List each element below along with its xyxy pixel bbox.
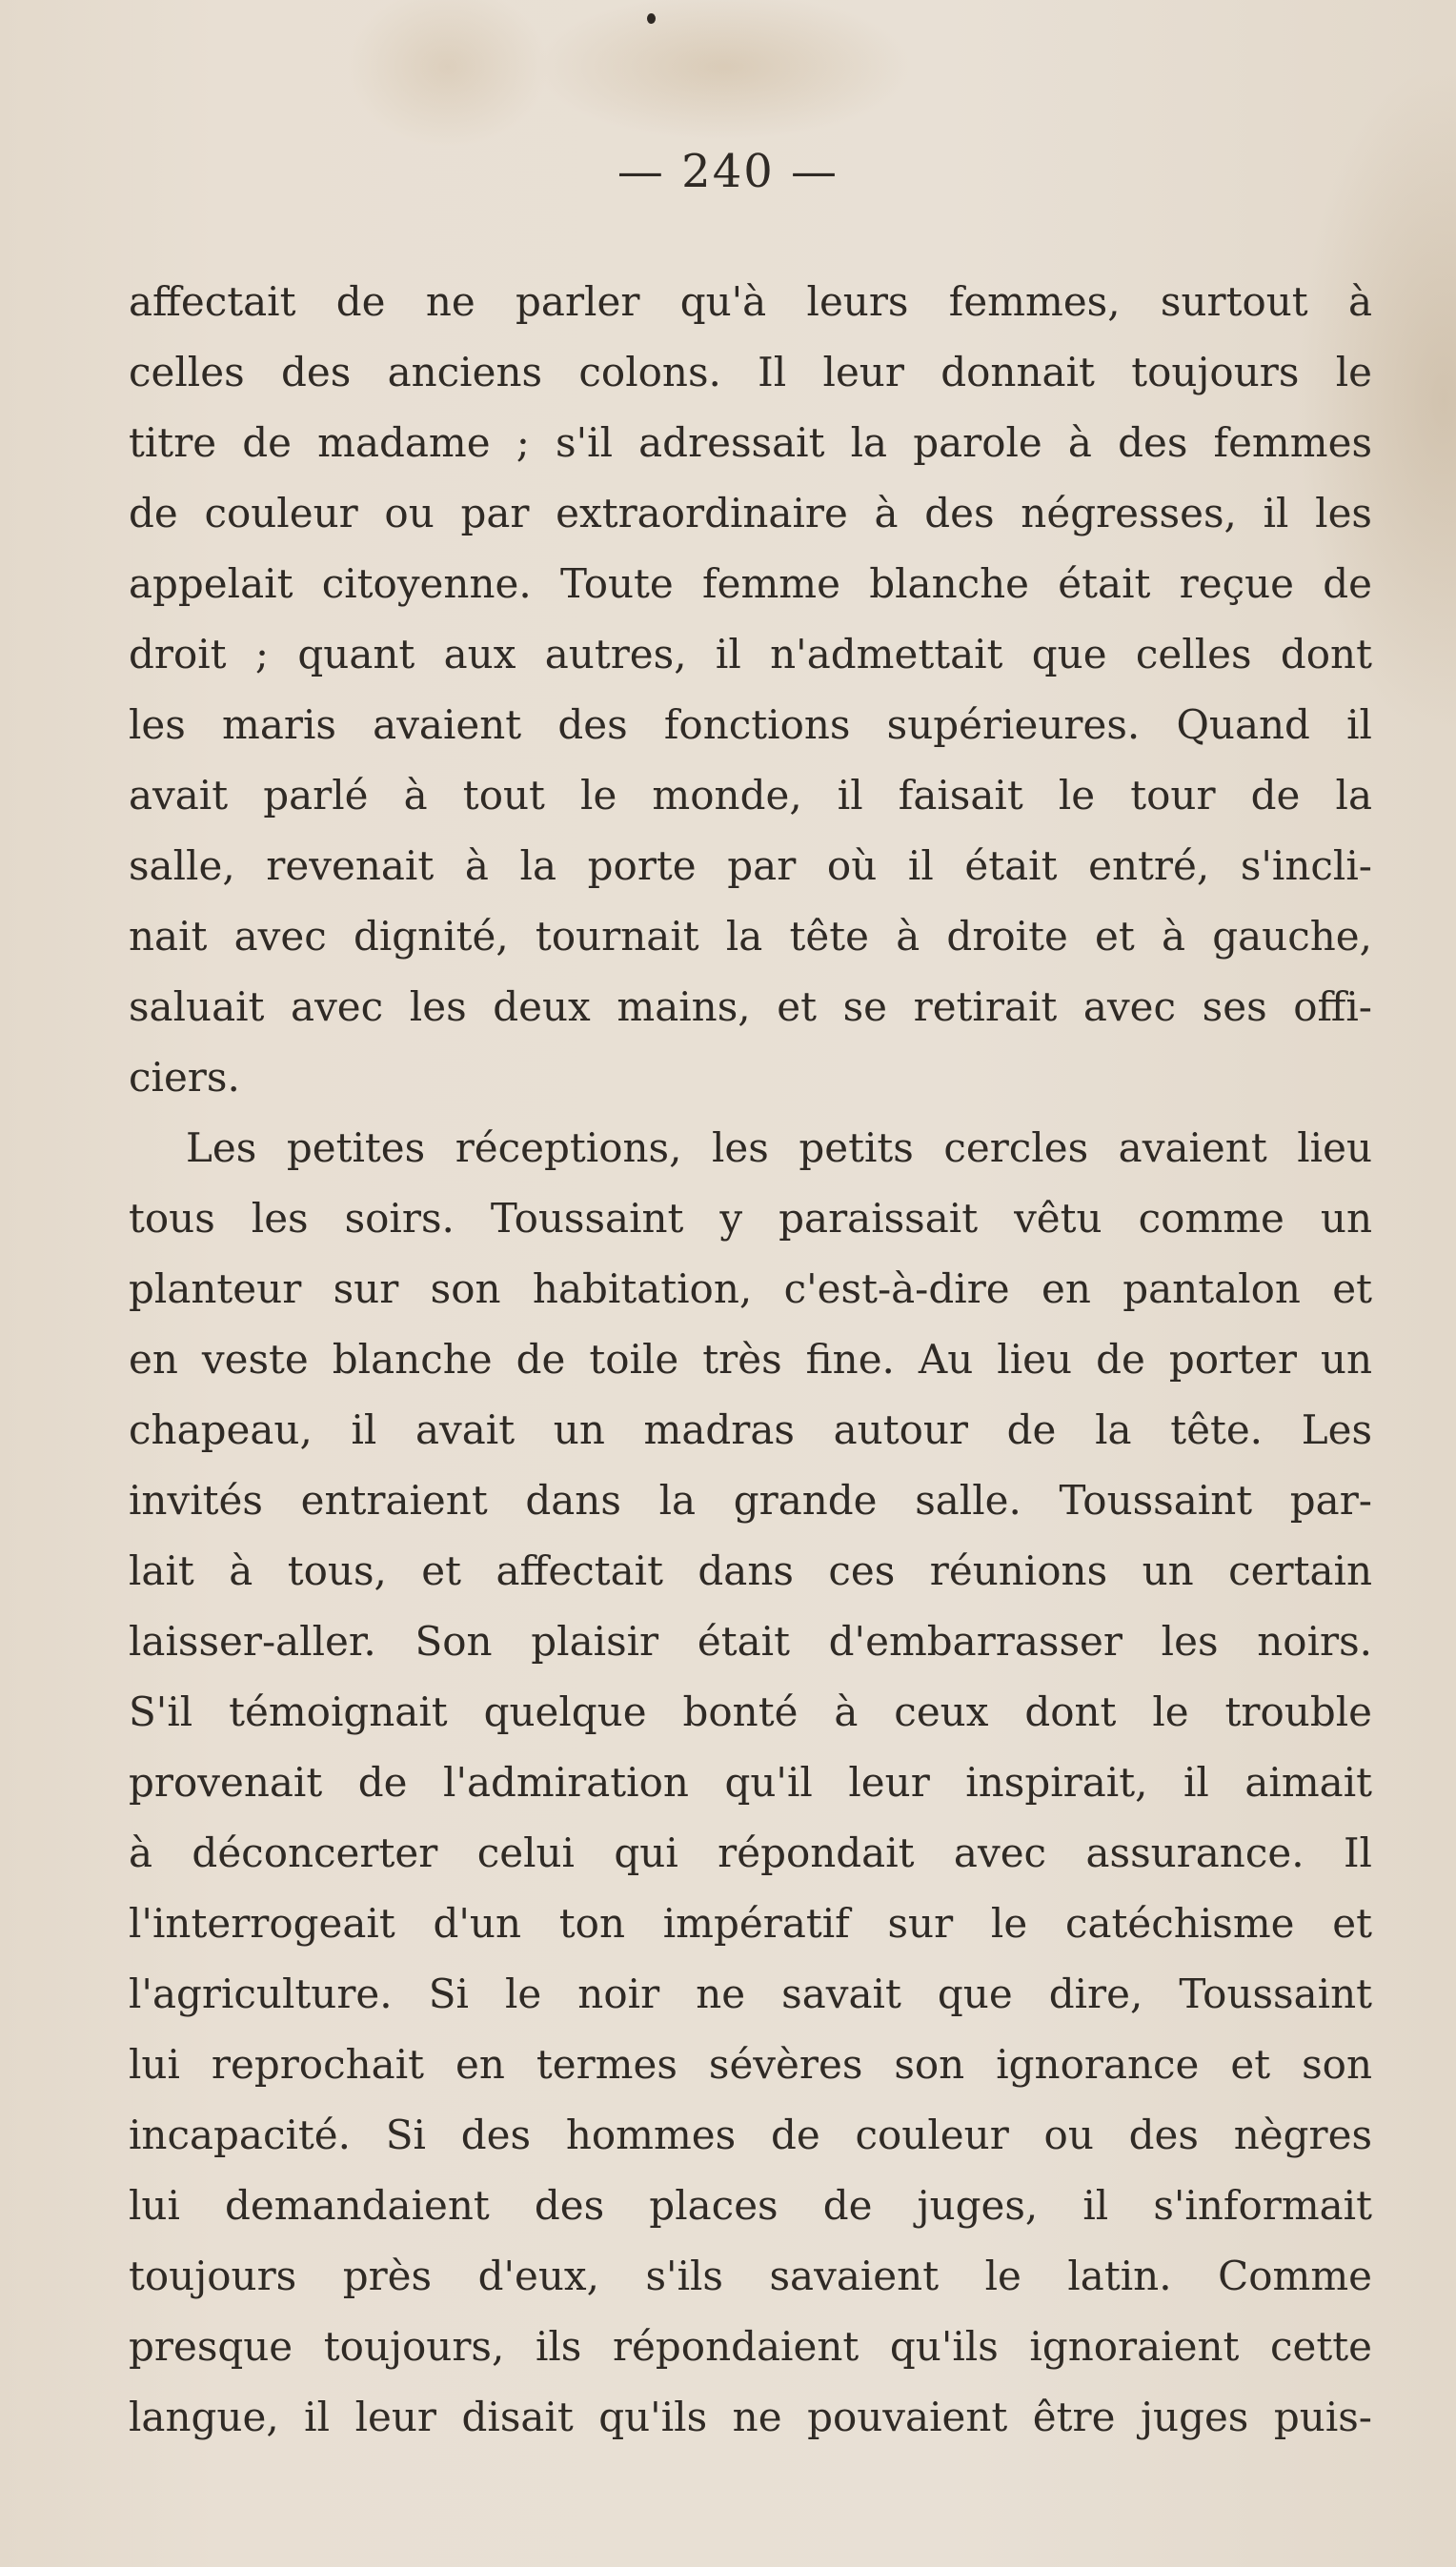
text-line: presque toujours, ils répondaient qu'ils ignoraient cette: [129, 2323, 1372, 2370]
text-line: provenait de l'admiration qu'il leur inspirait, il aimait: [129, 1759, 1372, 1806]
text-line: ciers.: [129, 1054, 240, 1101]
text-line: l'agriculture. Si le noir ne savait que dire, Toussaint: [129, 1971, 1372, 2017]
text-line: tous les soirs. Toussaint y paraissait vêtu comme un: [129, 1195, 1372, 1242]
text-line: lait à tous, et affectait dans ces réunions un certain: [129, 1547, 1372, 1594]
text-line: en veste blanche de toile très fine. Au lieu de porter un: [129, 1336, 1372, 1383]
text-line: celles des anciens colons. Il leur donnait toujours le: [129, 349, 1372, 395]
text-line: avait parlé à tout le monde, il faisait le tour de la: [129, 772, 1372, 819]
text-line: salle, revenait à la porte par où il était entré, s'incli-: [129, 842, 1372, 889]
text-line: titre de madame ; s'il adressait la parole à des femmes: [129, 419, 1372, 466]
text-line: saluait avec les deux mains, et se retirait avec ses offi-: [129, 983, 1372, 1030]
text-line: appelait citoyenne. Toute femme blanche était reçue de: [129, 560, 1372, 607]
text-line: lui demandaient des places de juges, il s'informait: [129, 2182, 1372, 2229]
text-line: S'il témoignait quelque bonté à ceux dont le trouble: [129, 1688, 1372, 1735]
text-line: langue, il leur disait qu'ils ne pouvaient être juges puis-: [129, 2394, 1372, 2440]
text-line: l'interrogeait d'un ton impératif sur le catéchisme et: [129, 1900, 1372, 1947]
text-line: toujours près d'eux, s'ils savaient le latin. Comme: [129, 2253, 1372, 2299]
text-line: droit ; quant aux autres, il n'admettait que celles dont: [129, 631, 1372, 677]
text-line: planteur sur son habitation, c'est-à-dire en pantalon et: [129, 1265, 1372, 1312]
text-line: à déconcerter celui qui répondait avec assurance. Il: [129, 1829, 1372, 1876]
text-line: incapacité. Si des hommes de couleur ou des nègres: [129, 2112, 1372, 2158]
paragraph-2: [129, 1113, 1372, 2453]
text-line: lui reprochait en termes sévères son ignorance et son: [129, 2041, 1372, 2088]
text-line: chapeau, il avait un madras autour de la tête. Les: [129, 1406, 1372, 1453]
text-line: de couleur ou par extraordinaire à des négresses, il les: [129, 490, 1372, 536]
text-line: les maris avaient des fonctions supérieures. Quand il: [129, 701, 1372, 748]
text-line: invités entraient dans la grande salle. Toussaint par-: [129, 1477, 1372, 1524]
body-text: [129, 267, 1372, 2453]
paragraph-1: [129, 267, 1372, 1113]
text-line: Les petites réceptions, les petits cercles avaient lieu: [186, 1124, 1372, 1171]
text-line: laisser-aller. Son plaisir était d'embarrasser les noirs.: [129, 1618, 1372, 1665]
text-line: affectait de ne parler qu'à leurs femmes, surtout à: [129, 278, 1372, 325]
page-number: — 240 —: [617, 145, 839, 198]
ink-spot: [647, 13, 656, 24]
text-line: nait avec dignité, tournait la tête à droite et à gauche,: [129, 913, 1372, 960]
